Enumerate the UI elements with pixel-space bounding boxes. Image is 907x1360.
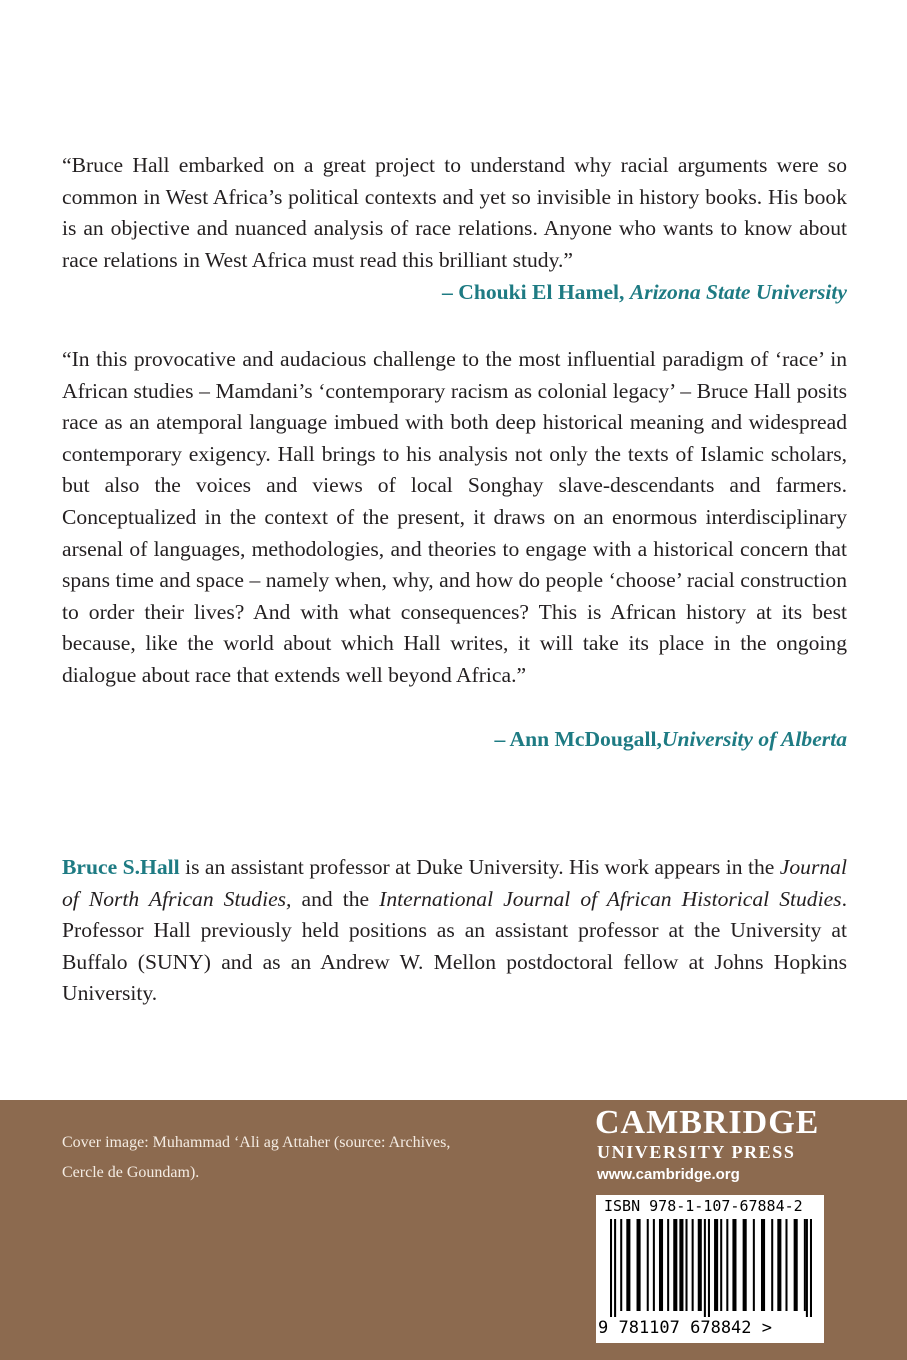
barcode-bar (620, 1219, 622, 1311)
barcode-bar (614, 1219, 616, 1317)
barcode-bar (726, 1219, 728, 1311)
author-name: Bruce S.Hall (62, 855, 180, 879)
barcode-bar (771, 1219, 773, 1311)
bio-text-2: and the (291, 886, 380, 911)
bio-text-3: . Professor Hall previously held positions as an assistant professor at the University at Buffalo (SUNY) and as an Andrew W. Mellon postdoctoral fellow at Johns Hopkins University. (62, 886, 847, 1006)
isbn-label: ISBN 978-1-107-67884-2 (604, 1197, 803, 1215)
isbn-barcode-box (596, 1195, 824, 1343)
review-2-text: “In this provocative and audacious challenge to the most influential paradigm of ‘race’ in African studies – Mamdani’s ‘contemporary racism as colonial legacy’ – Bruce Hall posits race as an atemporal language imbued with both deep historical meaning and widespread contemporary exigency. Hall brings to his analysis not only the texts of Islamic scholars, but also the voices and views of local Songhay slave-descendants and farmers. Conceptualized in the context of the present, it draws on an enormous interdisciplinary arsenal of languages, methodologies, and theories to engage with a historical concern that spans time and space – namely when, why, and how do people ‘choose’ racial construction to order their lives? And with what consequences? This is African history at its best because, like the world about which Hall writes, it will take its place in the ongoing dialogue about race that extends well beyond Africa.” (62, 347, 847, 687)
review-1-institution: Arizona State University (629, 280, 847, 304)
author-bio (62, 852, 847, 1010)
barcode-bar (653, 1219, 655, 1311)
review-1-separator: , (619, 280, 630, 304)
review-1-attribution (442, 277, 847, 309)
barcode-bar (720, 1219, 722, 1311)
barcode-bar (804, 1219, 806, 1311)
barcode-bar (692, 1219, 694, 1311)
publisher-url: www.cambridge.org (597, 1166, 740, 1183)
bio-text-1: is an assistant professor at Duke University. His work appears in the (179, 855, 780, 879)
barcode-bar (659, 1219, 663, 1311)
barcode-digits: 9 781107 678842 > (598, 1318, 772, 1338)
publisher-name: CAMBRIDGE (595, 1104, 820, 1141)
barcode-bar (810, 1219, 812, 1317)
review-2-institution: University of Alberta (661, 727, 847, 751)
barcode-bar (806, 1219, 808, 1317)
barcode-icon (608, 1219, 814, 1317)
barcode-bar (753, 1219, 755, 1311)
barcode-bar (714, 1219, 718, 1311)
barcode-bar (626, 1219, 630, 1311)
bio-journal-1: Journal of North African Studies, (62, 855, 847, 911)
barcode-bar (704, 1219, 706, 1317)
barcode-bar (667, 1219, 669, 1311)
barcode-bar (673, 1219, 677, 1311)
barcode-bar (679, 1219, 683, 1311)
publisher-subtitle: UNIVERSITY PRESS (597, 1142, 796, 1162)
barcode-bar (647, 1219, 649, 1311)
barcode-bar (743, 1219, 747, 1311)
bio-journal-2: International Journal of African Historical Studies (379, 886, 842, 911)
barcode-bar (685, 1219, 687, 1311)
barcode-bar (761, 1219, 765, 1311)
barcode-bar (794, 1219, 798, 1311)
review-2-author: – Ann McDougall, (494, 727, 662, 751)
barcode-bar (785, 1219, 787, 1311)
review-1-text: “Bruce Hall embarked on a great project to understand why racial arguments were so common in West Africa’s political contexts and yet so invisible in history books. His book is an objective and nuanced analysis of race relations. Anyone who wants to know about race relations in West Africa must read this brilliant study.” (62, 153, 847, 272)
barcode-bar (708, 1219, 710, 1317)
review-1-author: – Chouki El Hamel (442, 280, 620, 304)
barcode-bar (732, 1219, 736, 1311)
barcode-bar (610, 1219, 612, 1317)
barcode-bar (637, 1219, 641, 1311)
barcode-bar (777, 1219, 781, 1311)
review-2-attribution (494, 724, 847, 756)
cover-image-credit: Cover image: Muhammad ‘Ali ag Attaher (source: Archives, Cercle de Goundam). (62, 1134, 451, 1181)
barcode-bar (698, 1219, 702, 1311)
